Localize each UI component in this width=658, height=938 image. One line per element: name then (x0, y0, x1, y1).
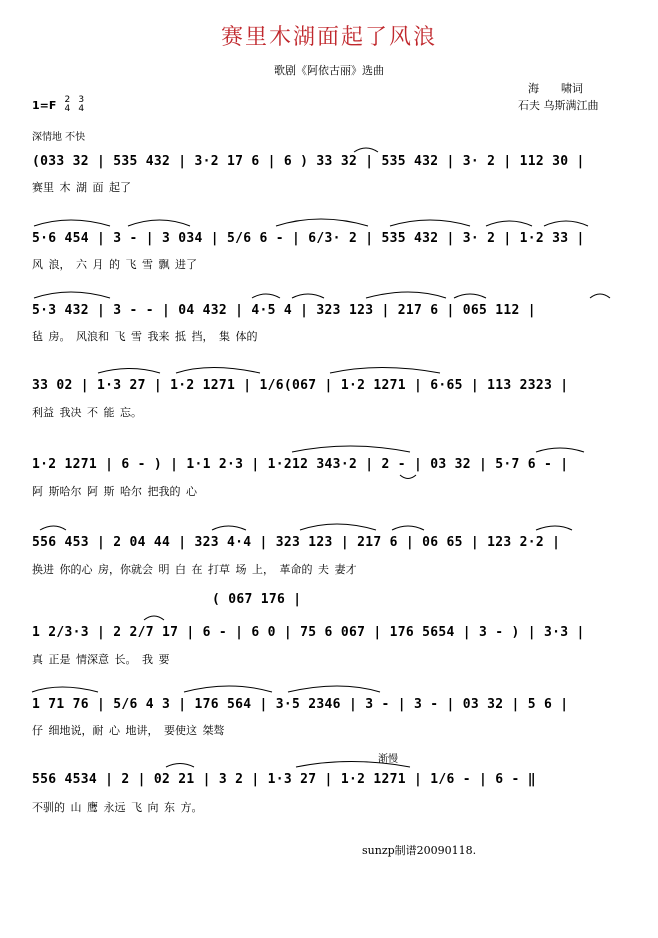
lyrics-line: 阿 斯哈尔 阿 斯 哈尔 把我的 心 (32, 485, 197, 498)
notation-line: 5·6 454 | 3 - | 3 034 | 5/6 6 - | 6/3· 2 | 535 432 | 3· 2 | 1·2 33 | (32, 231, 585, 246)
slur (176, 368, 260, 374)
slur (252, 294, 280, 298)
slur (276, 219, 368, 226)
notation-line: (033 32 | 535 432 | 3·2 17 6 | 6 ) 33 32 | 535 432 | 3· 2 | 112 30 | (32, 154, 585, 169)
slur (34, 292, 110, 298)
slur (544, 221, 588, 226)
lyrics-line: 利益 我决 不 能 忘。 (32, 406, 142, 419)
slur (392, 526, 424, 530)
breath-mark (400, 475, 416, 479)
time-signature: 3 4 (78, 94, 85, 114)
slur (288, 686, 380, 692)
slur (292, 446, 410, 452)
slur (128, 220, 190, 226)
slur (536, 448, 584, 452)
lyrics-line: 真 正是 情深意 长。 我 要 (32, 653, 170, 666)
slur (32, 687, 98, 692)
slur (40, 526, 66, 530)
song-subtitle: 歌剧《阿依古丽》选曲 (274, 64, 384, 77)
slur (454, 294, 486, 298)
slur (184, 686, 272, 692)
notation-line: 556 453 | 2 04 44 | 323 4·4 | 323 123 | 217 6 | 06 65 | 123 2·2 | (32, 535, 561, 550)
lyrics-line: 换进 你的心 房，你就会 明 白 在 打草 场 上， 革命的 夫 妻才 (32, 563, 357, 576)
interlude-line: ( 067 176 | (212, 592, 302, 607)
composer-credit: 石夫 乌斯满江曲 (518, 99, 599, 112)
lyrics-line: 风 浪， 六 月 的 飞 雪 飘 进了 (32, 258, 197, 271)
lyrics-line: 毡 房。 风浪和 飞 雪 我来 抵 挡， 集 体的 (32, 330, 258, 343)
song-title: 赛里木湖面起了风浪 (220, 25, 437, 50)
tempo-change: 渐慢 (378, 754, 398, 765)
key-signature (32, 94, 84, 114)
slur (390, 220, 470, 226)
slur (166, 764, 194, 768)
notation-line: 556 4534 | 2 | 02 21 | 3 2 | 1·3 27 | 1·2 1271 | 1/6 - | 6 - ‖ (32, 772, 536, 787)
lyrics-line: 不驯的 山 鹰 永远 飞 向 东 方。 (32, 801, 203, 814)
slur (300, 524, 376, 530)
slur (486, 221, 532, 226)
key-label: 1=F (32, 99, 57, 112)
slur (330, 368, 440, 374)
slur (366, 292, 446, 298)
notation-line: 1 2/3·3 | 2 2/7 17 | 6 - | 6 0 | 75 6 067 | 176 5654 | 3 - ) | 3·3 | (32, 625, 585, 640)
slur (144, 616, 164, 620)
slur (292, 294, 324, 298)
lyrics-line: 仔 细地说，耐 心 地讲， 要使这 桀骜 (32, 724, 225, 737)
notation-line: 33 02 | 1·3 27 | 1·2 1271 | 1/6(067 | 1·2 1271 | 6·65 | 113 2323 | (32, 378, 569, 393)
slur (212, 526, 246, 530)
notation-line: 1 71 76 | 5/6 4 3 | 176 564 | 3·5 2346 | 3 - | 3 - | 03 32 | 5 6 | (32, 697, 569, 712)
lyrics-line: 赛里 木 湖 面 起了 (32, 181, 131, 194)
slur (34, 220, 110, 226)
tempo-marking: 深情地 不快 (32, 132, 86, 143)
slur (590, 294, 610, 298)
slur (98, 369, 160, 374)
slur (536, 526, 572, 530)
lyricist-credit: 海 啸词 (528, 82, 583, 95)
notation-line: 1·2 1271 | 6 - ) | 1·1 2·3 | 1·212 343·2 | 2 - | 03 32 | 5·7 6 - | (32, 457, 569, 472)
transcriber-note: sunzp制谱20090118. (362, 844, 477, 857)
notation-line: 5·3 432 | 3 - - | 04 432 | 4·5 4 | 323 123 | 217 6 | 065 112 | (32, 303, 536, 318)
slur (354, 148, 378, 152)
time-signature: 2 4 (64, 94, 71, 114)
